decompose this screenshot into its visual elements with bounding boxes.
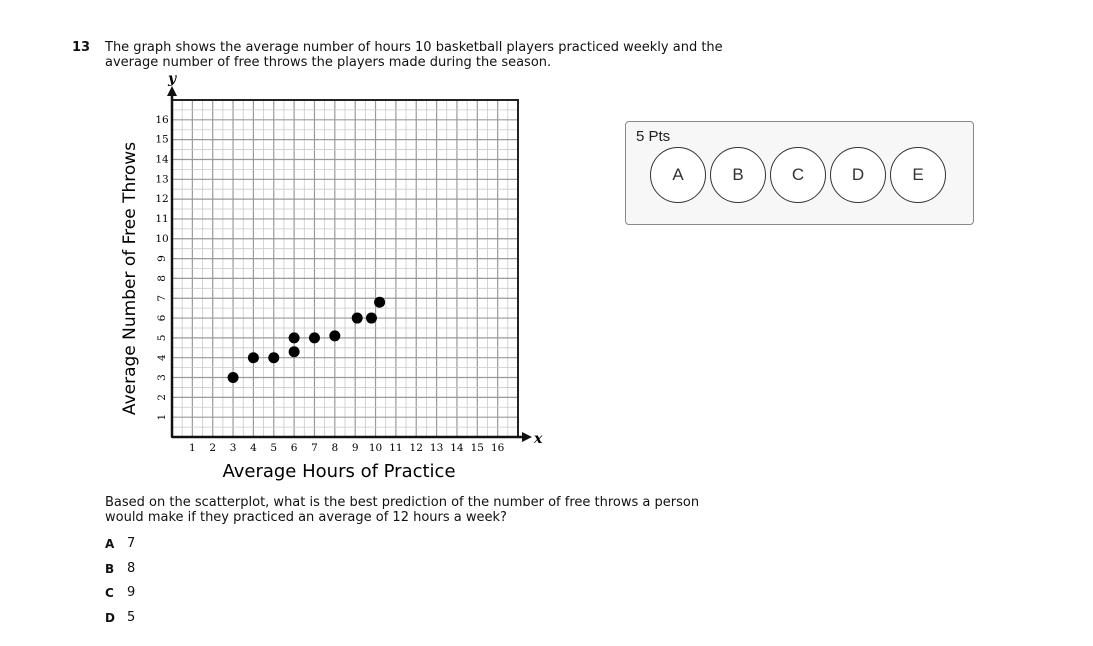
y-tick-label: 6: [156, 314, 168, 322]
data-point: [366, 313, 377, 324]
x-tick-label: 5: [270, 442, 278, 454]
y-tick-label: 13: [155, 173, 169, 186]
x-tick-label: 4: [250, 442, 257, 454]
x-tick-label: 14: [450, 442, 464, 454]
question-number: 13: [72, 40, 91, 55]
choice-value: 8: [127, 560, 136, 576]
data-point: [289, 346, 300, 357]
answer-bubble-e[interactable]: E: [890, 147, 946, 203]
choice-d: [105, 610, 135, 635]
data-point: [289, 332, 300, 343]
x-tick-label: 11: [389, 442, 403, 454]
x-tick-label: 13: [429, 442, 444, 454]
y-axis-letter: y: [168, 71, 177, 87]
data-point: [352, 313, 363, 324]
x-tick-label: 8: [331, 442, 339, 454]
scatterplot-chart: [110, 71, 550, 487]
y-tick-label: 15: [155, 133, 169, 146]
data-point: [329, 330, 340, 341]
x-tick-label: 3: [229, 442, 237, 454]
choice-letter: A: [105, 537, 115, 551]
question-prompt-line-2: would make if they practiced an average of 12 hours a week?: [105, 510, 507, 525]
data-point: [248, 352, 259, 363]
choice-a: [105, 536, 135, 561]
data-point: [309, 332, 320, 343]
x-tick-label: 2: [209, 442, 217, 454]
x-tick-label: 12: [409, 442, 423, 454]
answer-bubble-a[interactable]: A: [650, 147, 706, 203]
answer-bubbles: [650, 147, 950, 203]
y-tick-label: 11: [155, 212, 169, 225]
choice-c: [105, 585, 135, 610]
y-tick-label: 9: [156, 255, 168, 262]
y-tick-label: 5: [156, 334, 168, 342]
x-tick-label: 15: [470, 442, 484, 454]
data-point: [268, 352, 279, 363]
y-axis-title: Average Number of Free Throws: [120, 141, 140, 416]
y-tick-label: 10: [155, 232, 169, 245]
y-tick-label: 3: [156, 374, 168, 381]
y-tick-label: 7: [156, 294, 168, 302]
x-tick-label: 16: [490, 442, 505, 454]
points-label: 5 Pts: [636, 128, 671, 145]
answer-bubble-c[interactable]: C: [770, 147, 826, 203]
question-text-line-2: average number of free throws the players made during the season.: [105, 55, 552, 70]
choice-letter: D: [105, 610, 115, 625]
x-tick-label: 9: [351, 442, 359, 454]
x-axis-arrow: [522, 432, 532, 442]
choice-letter: B: [105, 561, 115, 576]
question-text-line-1: The graph shows the average number of hours 10 basketball players practiced weekly and the: [105, 40, 723, 55]
answer-panel: [625, 121, 974, 225]
choice-b: [105, 561, 135, 586]
data-point: [374, 297, 385, 308]
question-prompt: [105, 495, 805, 525]
y-tick-label: 2: [156, 394, 168, 401]
question-prompt-line-1: Based on the scatterplot, what is the best prediction of the number of free throws a person: [105, 495, 700, 510]
answer-bubble-d[interactable]: D: [830, 147, 886, 203]
y-tick-label: 16: [155, 113, 169, 126]
question-text: [105, 40, 805, 70]
choice-letter: C: [105, 586, 114, 600]
y-axis-arrow: [167, 86, 177, 96]
y-tick-label: 8: [156, 275, 168, 282]
x-tick-label: 7: [311, 442, 318, 454]
choice-value: 7: [127, 536, 136, 551]
y-tick-label: 12: [155, 193, 169, 206]
x-axis-letter: x: [534, 431, 543, 447]
x-tick-label: 6: [290, 442, 298, 454]
y-tick-label: 14: [155, 153, 169, 166]
data-point: [228, 372, 239, 383]
answer-bubble-b[interactable]: B: [710, 147, 766, 203]
choice-value: 9: [127, 585, 136, 600]
x-tick-label: 10: [368, 442, 383, 454]
x-axis-title: Average Hours of Practice: [222, 461, 456, 482]
y-tick-label: 1: [156, 413, 168, 421]
choice-value: 5: [127, 609, 136, 625]
answer-choices: [105, 536, 135, 634]
x-tick-label: 1: [189, 442, 196, 454]
y-tick-label: 4: [156, 354, 168, 362]
